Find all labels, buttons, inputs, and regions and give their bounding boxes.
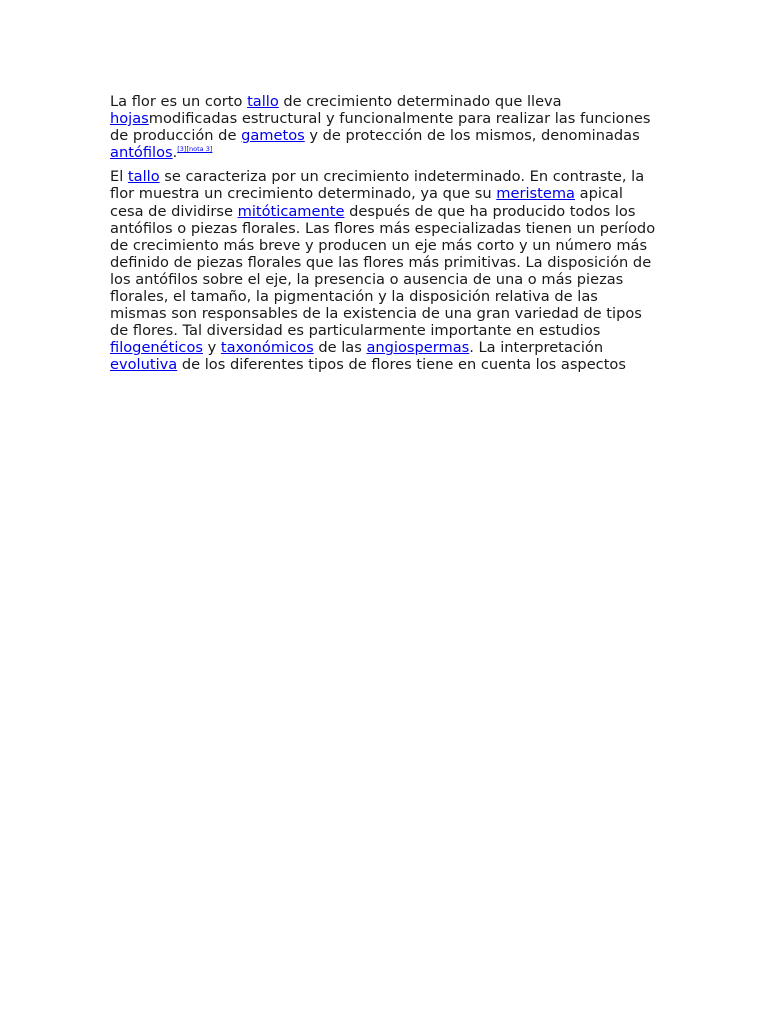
text-run: El [110,168,128,186]
text-run: y [202,339,221,357]
text-run: y de protección de los mismos, denominadas [304,127,640,145]
text-run: después de que ha producido todos los antófilos o piezas florales. Las flores más especializadas tienen un período de crecimiento más breve y producen un eje más corto y un número más definido de piezas florales que las flores más primitivas. La disposición de los antófilos sobre el eje, la presencia o ausencia de una o más piezas florales, el tamaño, la pigmentación y la disposición relativa de las mismas son responsables de la existencia de una gran variedad de tipos de flores. Tal diversidad es particularmente importante en estudios [110,202,656,340]
document-body [110,93,658,381]
text-run: . [172,144,178,162]
link-meristema[interactable]: meristema [496,185,575,203]
link-gametos[interactable]: gametos [241,127,305,145]
link-filogeneticos[interactable]: filogenéticos [110,339,203,357]
link-angiospermas[interactable]: angiospermas [366,339,470,357]
text-run: se caracteriza por un crecimiento indeterminado. En contraste, la flor muestra un crecimiento determinado, ya que su [110,168,645,203]
link-mitoticamente[interactable]: mitóticamente [237,202,345,220]
text-run: modificadas estructural y funcionalmente para realizar las funciones de producción de [110,110,651,145]
reference-superscript [177,145,212,153]
link-tallo[interactable]: tallo [247,93,279,110]
text-run: . La interpretación [469,339,604,357]
link-taxonomicos[interactable]: taxonómicos [220,339,314,357]
link-antofilos[interactable]: antófilos [110,144,173,162]
link-hojas[interactable]: hojas [110,110,149,128]
paragraph-1 [110,93,658,161]
reference-link[interactable]: [3][nota 3] [177,145,213,154]
text-run: de las [313,339,367,357]
text-run: de crecimiento determinado que lleva [278,93,562,110]
text-run: apical cesa de dividirse [110,185,623,220]
link-tallo-2[interactable]: tallo [127,168,160,186]
link-evolutiva[interactable]: evolutiva [110,356,178,374]
text-run: de los diferentes tipos de flores tiene en cuenta los aspectos [177,356,626,374]
text-run: La flor es un corto [110,93,248,110]
paragraph-2 [110,168,658,373]
